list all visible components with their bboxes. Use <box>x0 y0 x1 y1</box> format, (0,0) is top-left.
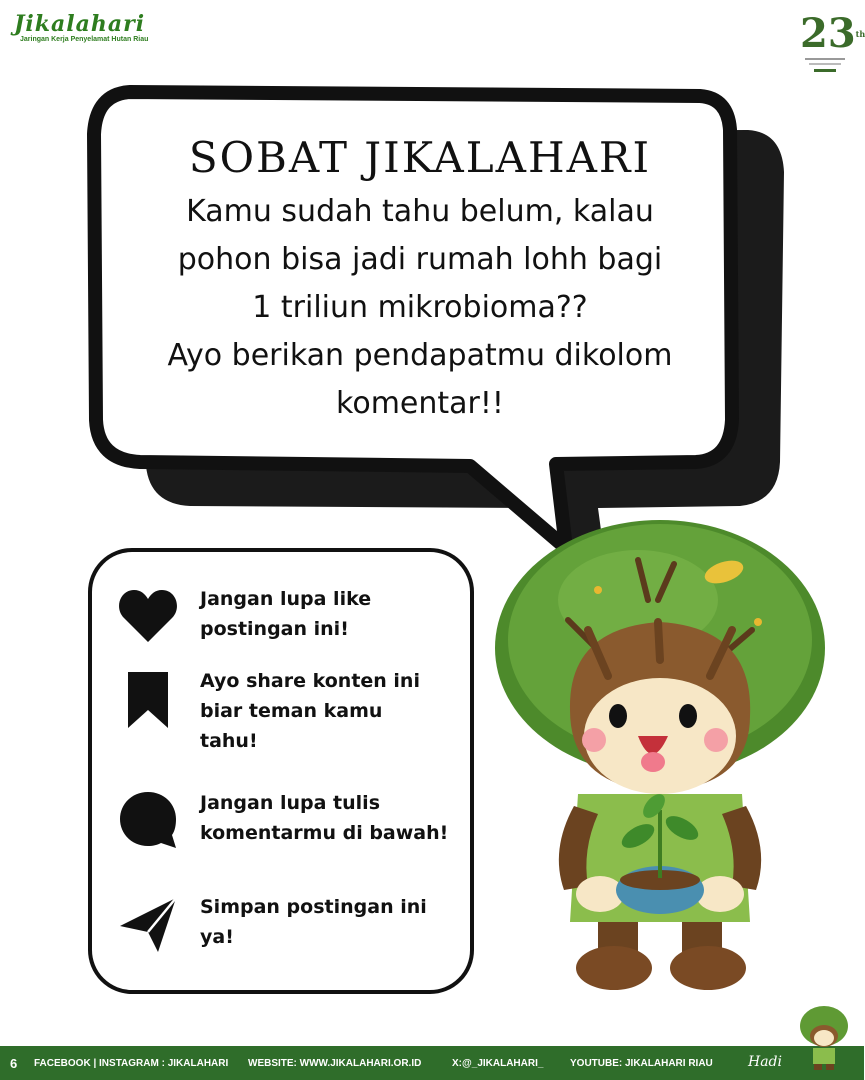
send-icon <box>116 892 180 956</box>
action-comment-text: Jangan lupa tulis komentarmu di bawah! <box>200 792 449 844</box>
call-to-action-card <box>88 548 474 994</box>
action-save-text: Simpan postingan ini ya! <box>200 896 427 948</box>
logo-wordmark: Jikalahari <box>14 11 146 37</box>
bubble-content <box>110 128 730 428</box>
tree-mascot-illustration <box>488 510 834 994</box>
logo-tagline: Jaringan Kerja Penyelamat Hutan Riau <box>20 36 149 43</box>
footer-x-link[interactable]: X:@_JIKALAHARI_ <box>452 1058 544 1069</box>
footer-website-link[interactable]: WEBSITE: WWW.JIKALAHARI.OR.ID <box>248 1058 422 1069</box>
bubble-line-4: Ayo berikan pendapatmu dikolom <box>167 338 673 373</box>
bubble-line-1: Kamu sudah tahu belum, kalau <box>186 194 654 229</box>
action-like-text: Jangan lupa like postingan ini! <box>200 588 372 640</box>
anniversary-number: 23th <box>800 10 865 57</box>
mini-mascot-icon <box>798 1004 850 1072</box>
author-signature: Hadi <box>748 1054 782 1070</box>
comment-icon <box>116 788 180 852</box>
action-share <box>116 666 456 756</box>
bubble-line-5: komentar!! <box>336 386 504 421</box>
footer-youtube-link[interactable]: YOUTUBE: JIKALAHARI RIAU <box>570 1058 713 1069</box>
action-share-text: Ayo share konten ini biar teman kamu tahu! <box>200 670 420 752</box>
anniversary-suffix: th <box>855 29 865 39</box>
bookmark-icon <box>116 666 180 730</box>
footer-bar <box>0 1046 864 1080</box>
action-save <box>116 892 456 956</box>
bubble-line-2: pohon bisa jadi rumah lohh bagi <box>177 242 663 277</box>
action-comment <box>116 788 456 852</box>
action-like <box>116 584 456 648</box>
footer-social-link[interactable]: FACEBOOK | INSTAGRAM : JIKALAHARI <box>34 1058 229 1069</box>
heart-icon <box>116 584 180 648</box>
page-number: 6 <box>10 1056 18 1071</box>
bubble-line-3: 1 triliun mikrobioma?? <box>252 290 588 325</box>
bubble-title: SOBAT JIKALAHARI <box>188 133 652 182</box>
